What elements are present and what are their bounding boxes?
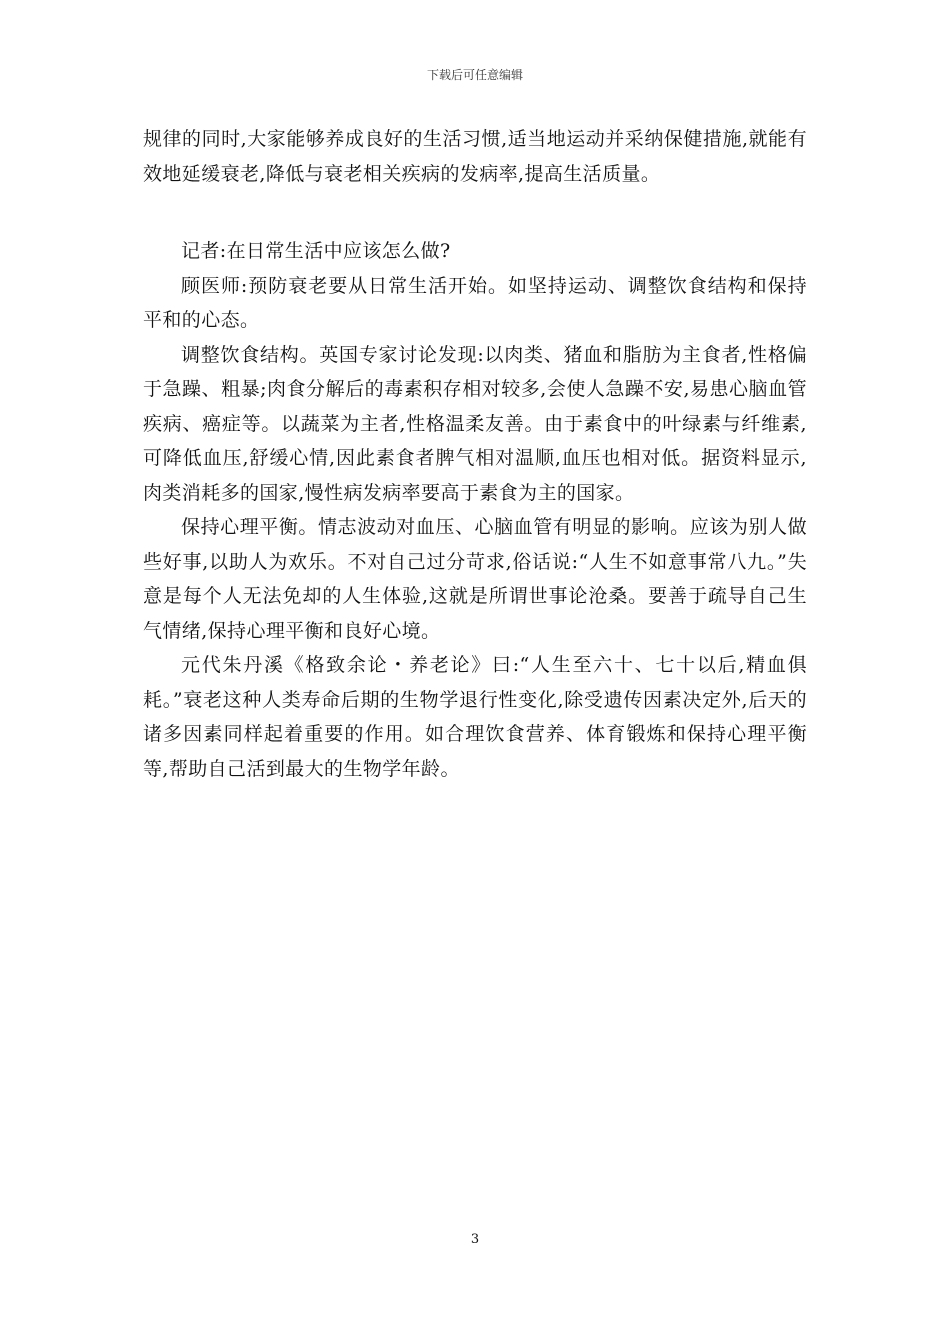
paragraph-continuation: 规律的同时,大家能够养成良好的生活习惯,适当地运动并采纳保健措施,就能有效地延缓衰老,降低与衰老相关疾病的发病率,提高生活质量。 bbox=[143, 128, 807, 185]
page-header: 下载后可任意编辑 bbox=[426, 68, 523, 82]
paragraph-spacer bbox=[143, 191, 807, 234]
paragraph-mental-balance: 保持心理平衡。情志波动对血压、心脑血管有明显的影响。应该为别人做些好事,以助人为欢乐。不对自己过分苛求,俗话说:“人生不如意事常八九。”失意是每个人无法免却的人生体验,这就是所谓世事论沧桑。要善于疏导自己生气情绪,保持心理平衡和良好心境。 bbox=[143, 516, 807, 642]
paragraph-diet-structure: 调整饮食结构。英国专家讨论发现:以肉类、猪血和脂肪为主食者,性格偏于急躁、粗暴;肉食分解后的毒素积存相对较多,会使人急躁不安,易患心脑血管疾病、癌症等。以蔬菜为主者,性格温柔友善。由于素食中的叶绿素与纤维素,可降低血压,舒缓心情,因此素食者脾气相对温顺,血压也相对低。据资料显示,肉类消耗多的国家,慢性病发病率要高于素食为主的国家。 bbox=[143, 343, 807, 504]
page-number: 3 bbox=[470, 1232, 480, 1247]
paragraph-zhu-danxi-quote: 元代朱丹溪《格致余论・养老论》曰:“人生至六十、七十以后,精血俱耗。”衰老这种人类寿命后期的生物学退行性变化,除受遗传因素决定外,后天的诸多因素同样起着重要的作用。如合理饮食营养、体育锻炼和保持心理平衡等,帮助自己活到最大的生物学年龄。 bbox=[143, 654, 807, 780]
paragraph-doctor-answer: 顾医师:预防衰老要从日常生活开始。如坚持运动、调整饮食结构和保持平和的心态。 bbox=[143, 274, 807, 331]
paragraph-reporter-question: 记者:在日常生活中应该怎么做? bbox=[181, 240, 451, 262]
document-body bbox=[143, 122, 807, 786]
